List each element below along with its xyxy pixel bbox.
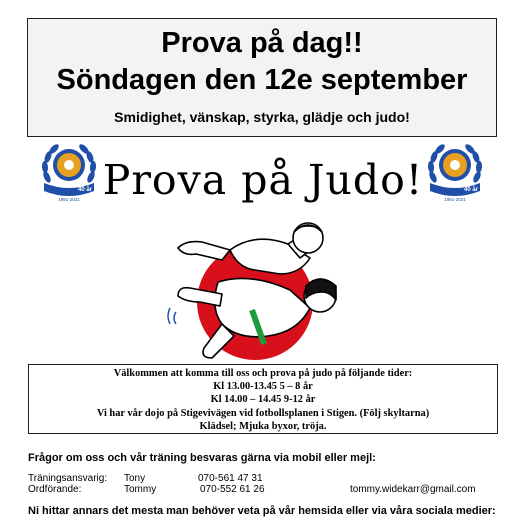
contact-phone[interactable]: 070-561 47 31 xyxy=(198,473,263,484)
logo-years: 40 år xyxy=(78,187,93,193)
contact-name: Tommy xyxy=(124,484,157,495)
logo-dates: 1981-2021 xyxy=(58,197,80,202)
session-younger: Kl 13.00-13.45 5 – 8 år xyxy=(213,381,313,393)
contact-role: Träningsansvarig: xyxy=(28,473,108,484)
club-logo-right xyxy=(424,141,486,203)
judoka-top xyxy=(178,223,323,274)
judo-illustration xyxy=(160,212,370,364)
tagline: Smidighet, vänskap, styrka, glädje och judo! xyxy=(114,109,410,125)
logo-years: 40 år xyxy=(464,187,479,193)
session-older: Kl 14.00 – 14.45 9-12 år xyxy=(210,394,316,406)
contact-role: Ordförande: xyxy=(28,484,82,495)
contact-name: Tony xyxy=(124,473,146,484)
event-title: Prova på dag!! xyxy=(161,27,363,59)
location-line: Vi har vår dojo på Stigevivägen vid fotbollsplanen i Stigen. (Följ skyltarna) xyxy=(96,407,430,419)
schedule-box xyxy=(28,364,498,434)
club-logo-left xyxy=(38,141,100,203)
footer-text: Ni hittar annars det mesta man behöver veta på vår hemsida eller via våra sociala medier: xyxy=(28,505,496,517)
event-date: Söndagen den 12e september xyxy=(56,64,468,96)
contact-email[interactable]: tommy.widekarr@gmail.com xyxy=(350,484,476,495)
clothing-line: Klädsel; Mjuka byxor, tröja. xyxy=(199,420,327,432)
logo-dates: 1981-2021 xyxy=(444,197,466,202)
judo-heading: Prova på Judo! xyxy=(102,156,424,204)
contact-phone[interactable]: 070-552 61 26 xyxy=(200,484,265,495)
contact-row xyxy=(28,484,498,496)
header-banner xyxy=(27,18,497,137)
questions-text: Frågor om oss och vår träning besvaras gärna via mobil eller mejl: xyxy=(28,452,376,464)
motion-lines xyxy=(168,308,176,324)
welcome-line: Välkommen att komma till oss och prova på judo på följande tider: xyxy=(113,368,413,379)
